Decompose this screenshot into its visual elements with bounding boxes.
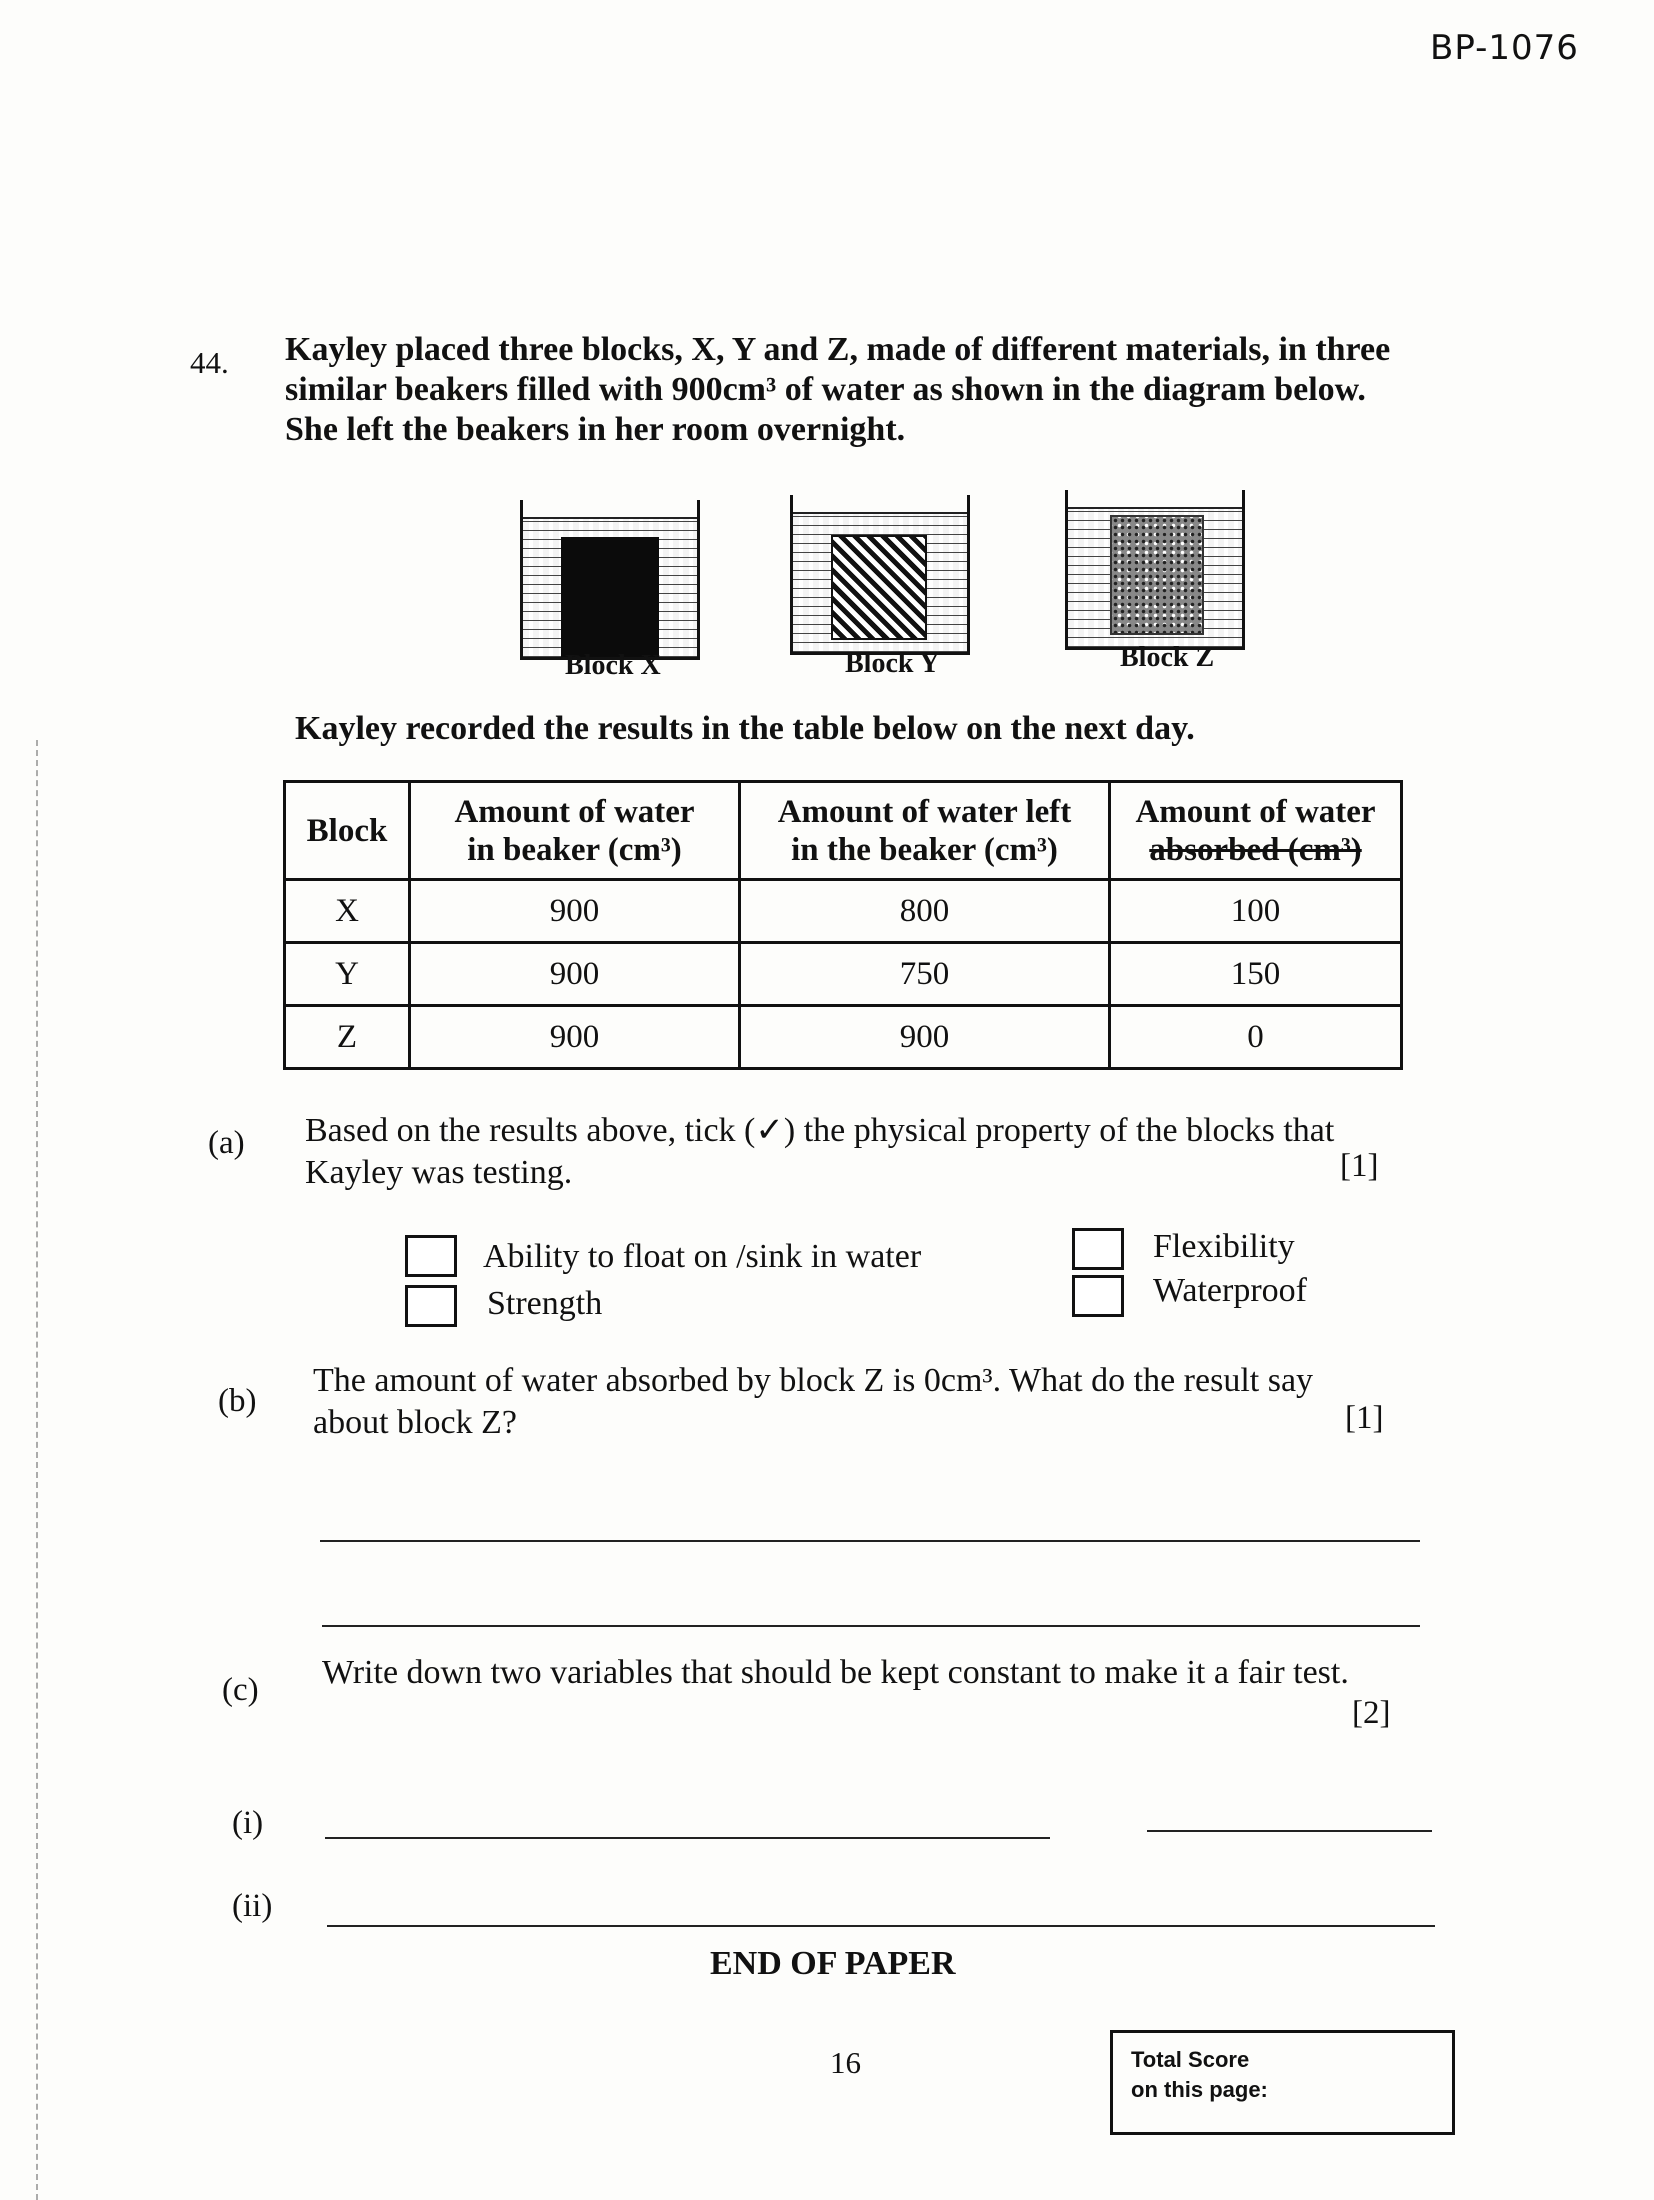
cell-absorbed: 0 [1110, 1006, 1402, 1069]
cell-block: Z [285, 1006, 410, 1069]
answer-line-c-i-1[interactable] [325, 1837, 1050, 1839]
table-row [285, 1006, 1402, 1069]
beaker-x [520, 500, 700, 660]
checkbox-flexibility[interactable] [1072, 1228, 1124, 1270]
end-of-paper: END OF PAPER [710, 1945, 956, 1982]
answer-line-c-i-2[interactable] [1147, 1830, 1432, 1832]
total-score-box: Total Score on this page: [1110, 2030, 1455, 2135]
beaker-y [790, 495, 970, 655]
answer-line-b1[interactable] [320, 1540, 1420, 1542]
cell-left: 800 [740, 880, 1110, 943]
results-table [283, 780, 1403, 1070]
table-row [285, 880, 1402, 943]
cell-in-beaker: 900 [410, 943, 740, 1006]
cell-in-beaker: 900 [410, 1006, 740, 1069]
part-a-marks: [1] [1340, 1148, 1379, 1184]
block-z-label: Block Z [1120, 642, 1215, 673]
block-x-label: Block X [565, 650, 661, 681]
checkbox-float-sink[interactable] [405, 1235, 457, 1277]
part-c-i-label: (i) [232, 1805, 264, 1841]
table-row [285, 943, 1402, 1006]
page-number: 16 [830, 2045, 861, 2080]
part-a-question: Based on the results above, tick (✓) the physical property of the blocks that Kayley was testing. [305, 1112, 1335, 1191]
part-c-marks: [2] [1352, 1695, 1391, 1731]
header-amount-in-beaker: Amount of water in beaker (cm³) [410, 782, 740, 880]
intro-line: Kayley placed three blocks, X, Y and Z, made of different materials, in three [285, 331, 1391, 368]
part-b-question: The amount of water absorbed by block Z is 0cm³. What do the result say about block Z? [313, 1362, 1314, 1441]
intro-line: She left the beakers in her room overnight. [285, 411, 906, 448]
option-strength: Strength [487, 1285, 603, 1322]
cell-absorbed: 150 [1110, 943, 1402, 1006]
cell-in-beaker: 900 [410, 880, 740, 943]
header-block: Block [285, 782, 410, 880]
header-amount-absorbed: Amount of water absorbed (cm³) [1110, 782, 1402, 880]
beaker-z [1065, 490, 1245, 650]
checkbox-waterproof[interactable] [1072, 1275, 1124, 1317]
option-flexibility: Flexibility [1153, 1228, 1295, 1265]
table-header-row [285, 782, 1402, 880]
document-code: BP-1076 [1430, 28, 1579, 68]
intro-line: similar beakers filled with 900cm³ of water as shown in the diagram below. [285, 371, 1366, 408]
option-float-sink: Ability to float on /sink in water [483, 1238, 922, 1275]
part-a-label: (a) [208, 1125, 245, 1161]
answer-line-b2[interactable] [322, 1625, 1420, 1627]
part-c-label: (c) [222, 1672, 259, 1708]
question-intro [285, 330, 1400, 450]
part-b-marks: [1] [1345, 1400, 1384, 1436]
cell-block: X [285, 880, 410, 943]
option-waterproof: Waterproof [1153, 1272, 1307, 1309]
cell-left: 750 [740, 943, 1110, 1006]
cell-block: Y [285, 943, 410, 1006]
cell-left: 900 [740, 1006, 1110, 1069]
question-number: 44. [190, 345, 229, 380]
part-b-label: (b) [218, 1383, 257, 1419]
block-y [831, 535, 927, 640]
beaker-diagram [500, 490, 1260, 685]
block-x [561, 537, 659, 657]
header-amount-left: Amount of water left in the beaker (cm³) [740, 782, 1110, 880]
binding-margin-rule [36, 740, 38, 2200]
checkbox-strength[interactable] [405, 1285, 457, 1327]
cell-absorbed: 100 [1110, 880, 1402, 943]
answer-line-c-ii[interactable] [327, 1925, 1435, 1927]
part-c-ii-label: (ii) [232, 1888, 273, 1924]
table-intro-text: Kayley recorded the results in the table below on the next day. [295, 710, 1195, 747]
block-y-label: Block Y [845, 648, 940, 679]
block-z [1110, 515, 1204, 635]
part-c-question: Write down two variables that should be kept constant to make it a fair test. [322, 1654, 1349, 1691]
